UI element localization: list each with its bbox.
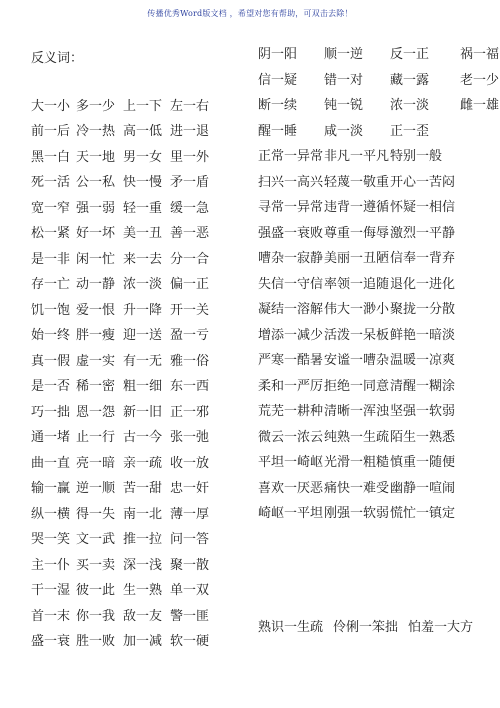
- antonym-pair: 违背一遵循: [324, 200, 390, 215]
- antonym-pair: 温暖一凉爽: [390, 353, 456, 368]
- antonym-pair: 刚强一软弱: [324, 506, 390, 521]
- antonym-pair: 善一恶: [170, 226, 210, 241]
- antonym-pair: 迎一送: [123, 328, 163, 343]
- antonym-pair: 左一右: [170, 98, 210, 114]
- antonym-pair: 美一丑: [123, 226, 163, 241]
- antonym-pair: 尊重一侮辱: [324, 225, 390, 241]
- antonym-pair: 怀疑一相信: [390, 200, 456, 215]
- antonym-pair: 严寒一酷暑: [258, 353, 324, 368]
- antonym-pair: 开一关: [170, 302, 210, 318]
- antonym-pair: 喜欢一厌恶: [258, 480, 324, 496]
- word-row: [31, 201, 220, 217]
- antonym-pair: 钝一锐: [324, 98, 364, 113]
- antonym-pair: 激烈一平静: [390, 225, 456, 241]
- antonym-pair: 轻蔑一敬重: [324, 174, 390, 190]
- antonym-pair: 软一硬: [170, 634, 210, 649]
- antonym-pair: 胖一瘦: [76, 328, 116, 343]
- antonym-pair: 聚一散: [170, 557, 210, 573]
- antonym-pair: 收一放: [170, 455, 210, 471]
- antonym-pair: 里一外: [170, 149, 210, 165]
- word-row: [31, 99, 220, 115]
- antonym-pair: 升一降: [123, 302, 163, 318]
- antonym-pair: 加一减: [123, 634, 163, 649]
- antonym-pair: 死一活: [31, 175, 71, 190]
- word-row: [258, 73, 500, 89]
- antonym-pair: 好一坏: [76, 226, 116, 241]
- word-row: [31, 583, 220, 599]
- antonym-pair: 虚一实: [76, 353, 116, 369]
- antonym-pair: 古一今: [123, 430, 163, 445]
- antonym-pair: 曲一直: [31, 455, 71, 471]
- antonym-pair: 咸一淡: [324, 123, 364, 139]
- antonym-pair: 特别一般: [390, 149, 443, 164]
- antonym-pair: 偏一正: [170, 277, 210, 292]
- antonym-pair: 老一少: [460, 72, 500, 88]
- antonym-pair: 干一湿: [31, 583, 71, 598]
- word-row: [31, 634, 220, 650]
- antonym-pair: 是一否: [31, 379, 71, 394]
- antonym-pair: 非凡一平凡: [324, 149, 390, 164]
- antonym-pair: 信奉一背弃: [390, 251, 456, 266]
- antonym-pair: 真一假: [31, 353, 71, 369]
- antonym-pair: 雌一雄: [460, 98, 500, 113]
- antonym-pair: 深一浅: [123, 557, 163, 573]
- antonym-pair: 动一静: [76, 277, 116, 292]
- antonym-pair: 生一熟: [123, 583, 163, 598]
- antonym-pair: 冷一热: [76, 124, 116, 139]
- antonym-pair: 反一正: [390, 47, 430, 62]
- antonym-pair: 止一行: [76, 430, 116, 445]
- antonym-pair: 苦一甜: [123, 481, 163, 496]
- antonym-pair: 盛一衰: [31, 634, 71, 649]
- word-row: [31, 303, 220, 319]
- word-row: [258, 430, 460, 446]
- word-row: [258, 353, 460, 369]
- antonym-pair: 平坦一崎岖: [258, 455, 324, 470]
- antonym-pair: 胜一败: [76, 634, 116, 649]
- word-row: [258, 481, 460, 497]
- antonym-pair: 分一合: [170, 251, 210, 267]
- antonym-pair: 信一疑: [258, 72, 298, 88]
- antonym-pair: 错一对: [324, 72, 364, 88]
- antonym-pair: 强一弱: [76, 200, 116, 216]
- document-title: 反义词：: [31, 51, 84, 66]
- word-row: [258, 302, 460, 318]
- antonym-pair: 光滑一粗糙: [324, 455, 390, 470]
- antonym-pair: 输一赢: [31, 481, 71, 496]
- word-row: [258, 200, 460, 216]
- antonym-pair: 上一下: [123, 98, 163, 114]
- word-row: [258, 226, 460, 242]
- antonym-pair: 轻一重: [123, 200, 163, 216]
- antonym-pair: 矛一盾: [170, 175, 210, 190]
- word-row: [31, 124, 220, 140]
- header-banner: 传播优秀Word版文档 ，希望对您有帮助，可双击去除！: [147, 9, 353, 18]
- antonym-pair: 阴一阳: [258, 47, 298, 62]
- antonym-pair: 逆一顺: [76, 481, 116, 496]
- antonym-pair: 你一我: [76, 608, 116, 624]
- antonym-pair: 快一慢: [123, 175, 163, 190]
- antonym-pair: 宽一窄: [31, 200, 71, 216]
- word-row: [258, 47, 500, 63]
- antonym-pair: 陌生一熟悉: [390, 429, 456, 445]
- word-row: [31, 226, 220, 242]
- word-row: [31, 507, 220, 523]
- antonym-pair: 薄一厚: [170, 506, 210, 522]
- antonym-pair: 浓一淡: [123, 277, 163, 292]
- antonym-pair: 饥一饱: [31, 302, 71, 318]
- antonym-pair: 问一答: [170, 532, 210, 547]
- antonym-pair: 稀一密: [76, 379, 116, 394]
- antonym-pair: 敌一友: [123, 608, 163, 624]
- antonym-pair: 熟识一生疏: [258, 620, 324, 635]
- word-row: [258, 328, 460, 344]
- antonym-pair: 推一拉: [123, 532, 163, 547]
- word-row: [31, 354, 220, 370]
- antonym-pair: 新一旧: [123, 404, 163, 420]
- antonym-pair: 拒绝一同意: [324, 378, 390, 394]
- word-row: [31, 150, 220, 166]
- word-row: [258, 404, 460, 420]
- antonym-pair: 买一卖: [76, 557, 116, 573]
- antonym-pair: 进一退: [170, 124, 210, 139]
- antonym-pair: 粗一细: [123, 379, 163, 394]
- antonym-pair: 文一武: [76, 532, 116, 547]
- antonym-pair: 得一失: [76, 506, 116, 522]
- word-row: [258, 149, 460, 165]
- word-row: [31, 456, 220, 472]
- antonym-pair: 崎岖一平坦: [258, 506, 324, 521]
- word-row: [31, 532, 220, 548]
- word-row: [258, 98, 500, 114]
- antonym-pair: 南一北: [123, 506, 163, 522]
- word-row: [31, 430, 220, 446]
- word-row: [31, 175, 220, 191]
- word-row: [258, 251, 460, 267]
- antonym-pair: 男一女: [123, 149, 163, 165]
- antonym-pair: 开心一苦闷: [390, 174, 456, 190]
- word-row: [31, 328, 220, 344]
- antonym-pair: 多一少: [76, 98, 116, 114]
- word-row: [31, 558, 220, 574]
- antonym-pair: 亲一疏: [123, 455, 163, 471]
- word-row: [258, 124, 460, 140]
- antonym-pair: 正一歪: [390, 123, 430, 139]
- antonym-pair: 失信一守信: [258, 276, 324, 292]
- antonym-pair: 闲一忙: [76, 251, 116, 267]
- antonym-pair: 始一终: [31, 328, 71, 343]
- antonym-pair: 松一紧: [31, 226, 71, 241]
- antonym-pair: 浓一淡: [390, 98, 430, 113]
- word-row: [258, 175, 460, 191]
- antonym-pair: 巧一拙: [31, 404, 71, 420]
- antonym-pair: 率领一追随: [324, 276, 390, 292]
- antonym-pair: 亮一暗: [76, 455, 116, 471]
- antonym-pair: 雅一俗: [170, 353, 210, 369]
- antonym-pair: 通一堵: [31, 430, 71, 445]
- antonym-pair: 纵一横: [31, 506, 71, 522]
- antonym-pair: 增添一减少: [258, 327, 324, 343]
- antonym-pair: 扫兴一高兴: [258, 174, 324, 190]
- antonym-pair: 高一低: [123, 124, 163, 139]
- antonym-pair: 伶俐一笨拙: [333, 620, 399, 635]
- antonym-pair: 忠一奸: [170, 481, 210, 496]
- antonym-pair: 纯熟一生疏: [324, 429, 390, 445]
- word-row: [31, 405, 220, 421]
- word-row: [258, 379, 460, 395]
- antonym-pair: 痛快一难受: [324, 480, 390, 496]
- antonym-pair: 警一匪: [170, 608, 210, 624]
- antonym-pair: 黑一白: [31, 149, 71, 165]
- word-row: [31, 481, 220, 497]
- antonym-pair: 缓一急: [170, 200, 210, 216]
- antonym-pair: 存一亡: [31, 277, 71, 292]
- antonym-pair: 正常一异常: [258, 149, 324, 164]
- antonym-pair: 东一西: [170, 379, 210, 394]
- antonym-pair: 正一邪: [170, 404, 210, 420]
- antonym-pair: 强盛一衰败: [258, 225, 324, 241]
- antonym-pair: 凝结一溶解: [258, 302, 324, 317]
- word-row: [31, 609, 220, 625]
- antonym-pair: 盈一亏: [170, 328, 210, 343]
- word-row: [258, 455, 460, 471]
- antonym-pair: 彼一此: [76, 583, 116, 598]
- antonym-pair: 前一后: [31, 124, 71, 139]
- antonym-pair: 聚拢一分散: [390, 302, 456, 317]
- antonym-pair: 美丽一丑陋: [324, 251, 390, 266]
- antonym-pair: 是一非: [31, 251, 71, 267]
- word-row: [258, 277, 460, 293]
- antonym-pair: 慌忙一镇定: [390, 506, 456, 521]
- antonym-pair: 藏一露: [390, 72, 430, 88]
- antonym-pair: 天一地: [76, 149, 116, 165]
- antonym-pair: 柔和一严厉: [258, 378, 324, 394]
- antonym-pair: 恩一怨: [76, 404, 116, 420]
- word-row: [31, 252, 220, 268]
- antonym-pair: 坚强一软弱: [390, 404, 456, 419]
- antonym-pair: 大一小: [31, 98, 71, 114]
- antonym-pair: 主一仆: [31, 557, 71, 573]
- word-row: [258, 506, 460, 522]
- antonym-pair: 伟大一渺小: [324, 302, 390, 317]
- antonym-pair: 慎重一随便: [390, 455, 456, 470]
- antonym-pair: 微云一浓云: [258, 429, 324, 445]
- antonym-pair: 荒芜一耕种: [258, 404, 324, 419]
- antonym-pair: 单一双: [170, 583, 210, 598]
- antonym-pair: 安谧一嘈杂: [324, 353, 390, 368]
- antonym-pair: 醒一睡: [258, 123, 298, 139]
- antonym-pair: 活泼一呆板: [324, 327, 390, 343]
- antonym-pair: 哭一笑: [31, 532, 71, 547]
- antonym-pair: 首一末: [31, 608, 71, 624]
- antonym-pair: 清醒一糊涂: [390, 378, 456, 394]
- antonym-pair: 张一弛: [170, 430, 210, 445]
- word-row: [31, 277, 220, 293]
- word-row: [31, 379, 220, 395]
- antonym-pair: 嘈杂一寂静: [258, 251, 324, 266]
- antonym-pair: 来一去: [123, 251, 163, 267]
- antonym-pair: 断一续: [258, 98, 298, 113]
- antonym-pair: 退化一进化: [390, 276, 456, 292]
- antonym-pair: 清晰一浑浊: [324, 404, 390, 419]
- antonym-pair: 寻常一异常: [258, 200, 324, 215]
- antonym-pair: 公一私: [76, 175, 116, 190]
- antonym-pair: 有一无: [123, 353, 163, 369]
- antonym-pair: 爱一恨: [76, 302, 116, 318]
- antonym-pair: 鲜艳一暗淡: [390, 327, 456, 343]
- word-row: [258, 620, 483, 636]
- antonym-pair: 幽静一喧闹: [390, 480, 456, 496]
- antonym-pair: 顺一逆: [324, 47, 364, 62]
- antonym-pair: 怕羞一大方: [408, 620, 474, 635]
- antonym-pair: 祸一福: [460, 47, 500, 62]
